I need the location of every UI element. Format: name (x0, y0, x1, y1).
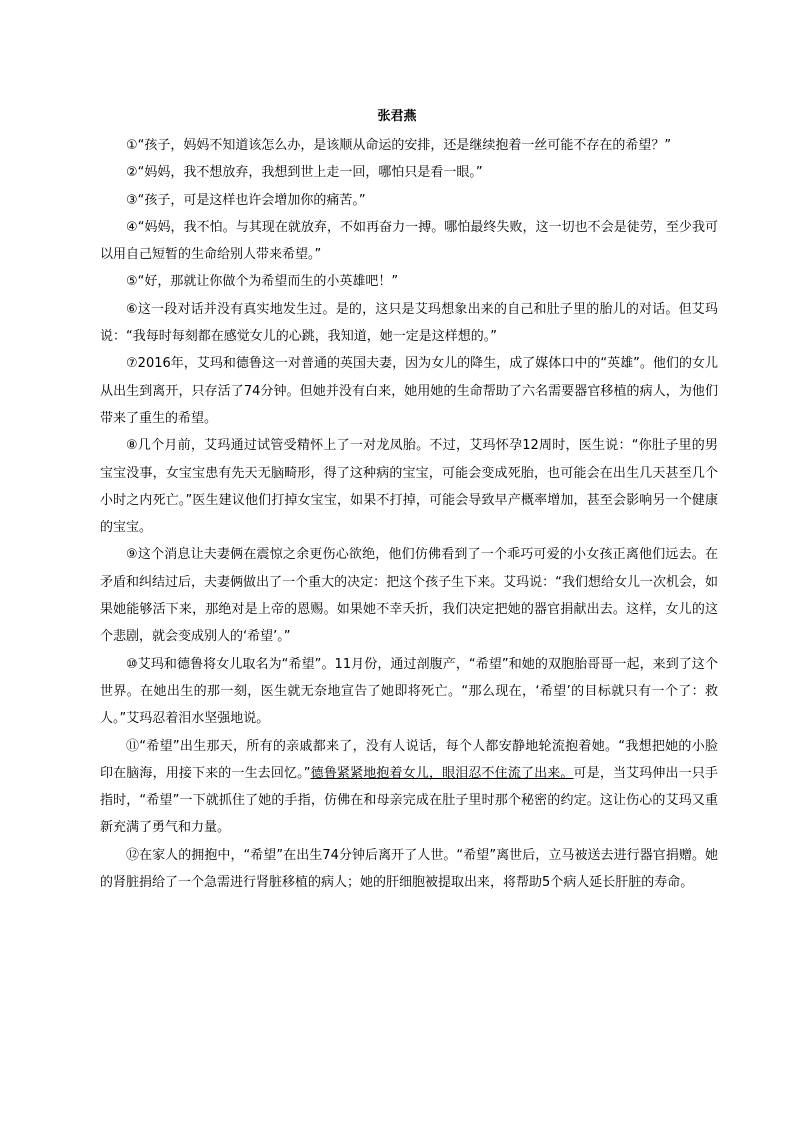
paragraph-3: ③“孩子，可是这样也许会增加你的痛苦。” (126, 192, 366, 208)
paragraph-11 (100, 733, 718, 842)
author-name: 张君燕 (377, 109, 417, 124)
paragraph-6: ⑥这一段对话并没有真实地发生过。是的，这只是艾玛想象出来的自己和肚子里的胎儿的对话。但艾玛说：“我每时每刻都在感觉女儿的心跳，我知道，她一定是这样想的。” (100, 301, 718, 345)
paragraph-12: ⑫在家人的拥抱中，“希望”在出生74分钟后离开了人世。“希望”离世后，立马被送去进行器官捐赠。她的肾脏捐给了一个急需进行肾脏移植的病人；她的肝细胞被提取出来，将帮助5个病人延长肝脏的寿命。 (100, 847, 718, 891)
paragraph-10: ⑩艾玛和德鲁将女儿取名为“希望”。11月份，通过剖腹产，“希望”和她的双胞胎哥哥一起，来到了这个世界。在她出生的那一刻，医生就无奈地宣告了她即将死亡。“那么现在，‘希望’的目标就只有一个了：救人。”艾玛忍着泪水坚强地说。 (100, 656, 718, 727)
paragraph-7: ⑦2016年，艾玛和德鲁这一对普通的英国夫妻，因为女儿的降生，成了媒体口中的“英雄”。他们的女儿从出生到离开，只存活了74分钟。但她并没有白来，她用她的生命帮助了六名需要器官移植的病人，为他们带来了重生的希望。 (100, 356, 718, 426)
article-body (100, 132, 718, 896)
paragraph-1: ①“孩子，妈妈不知道该怎么办，是该顺从命运的安排，还是继续抱着一丝可能不存在的希望？” (126, 138, 672, 153)
underlined-sentence: 德鲁紧紧地抱着女儿，眼泪忍不住流了出来。 (310, 765, 574, 781)
paragraph-2: ②“妈妈，我不想放弃，我想到世上走一回，哪怕只是看一眼。” (126, 165, 483, 181)
paragraph-4: ④“妈妈，我不怕。与其现在就放弃，不如再奋力一搏。哪怕最终失败，这一切也不会是徒劳，至少我可以用自己短暂的生命给别人带来希望。” (100, 219, 718, 263)
paragraph-8: ⑧几个月前，艾玛通过试管受精怀上了一对龙凤胎。不过，艾玛怀孕12周时，医生说：“你肚子里的男宝宝没事，女宝宝患有先天无脑畸形，得了这种病的宝宝，可能会变成死胎，也可能会在出生几天甚至几个小时之内死亡。”医生建议他们打掉女宝宝，如果不打掉，可能会导致早产概率增加，甚至会影响另一个健康的宝宝。 (100, 438, 718, 536)
paragraph-11-after: 可是，当艾玛伸出一只手指时，“希望”一下就抓住了她的手指，仿佛在和母亲完成在肚子里时那个秘密的约定。这让伤心的艾玛又重新充满了勇气和力量。 (100, 765, 718, 836)
paragraph-11-before: ⑪“希望”出生那天，所有的亲戚都来了，没有人说话，每个人都安静地轮流抱着她。“我想把她的小脸印在脑海，用接下来的一生去回忆。” (100, 738, 718, 781)
paragraph-9: ⑨这个消息让夫妻俩在震惊之余更伤心欲绝，他们仿佛看到了一个乖巧可爱的小女孩正离他们远去。在矛盾和纠结过后，夫妻俩做出了一个重大的决定：把这个孩子生下来。艾玛说：“我们想给女儿一次机会，如果她能够活下来，那绝对是上帝的恩赐。如果她不幸夭折，我们决定把她的器官捐献出去。这样，女儿的这个悲剧，就会变成别人的‘希望’。” (100, 547, 718, 645)
paragraph-5: ⑤“好，那就让你做个为希望而生的小英雄吧！” (126, 274, 399, 290)
